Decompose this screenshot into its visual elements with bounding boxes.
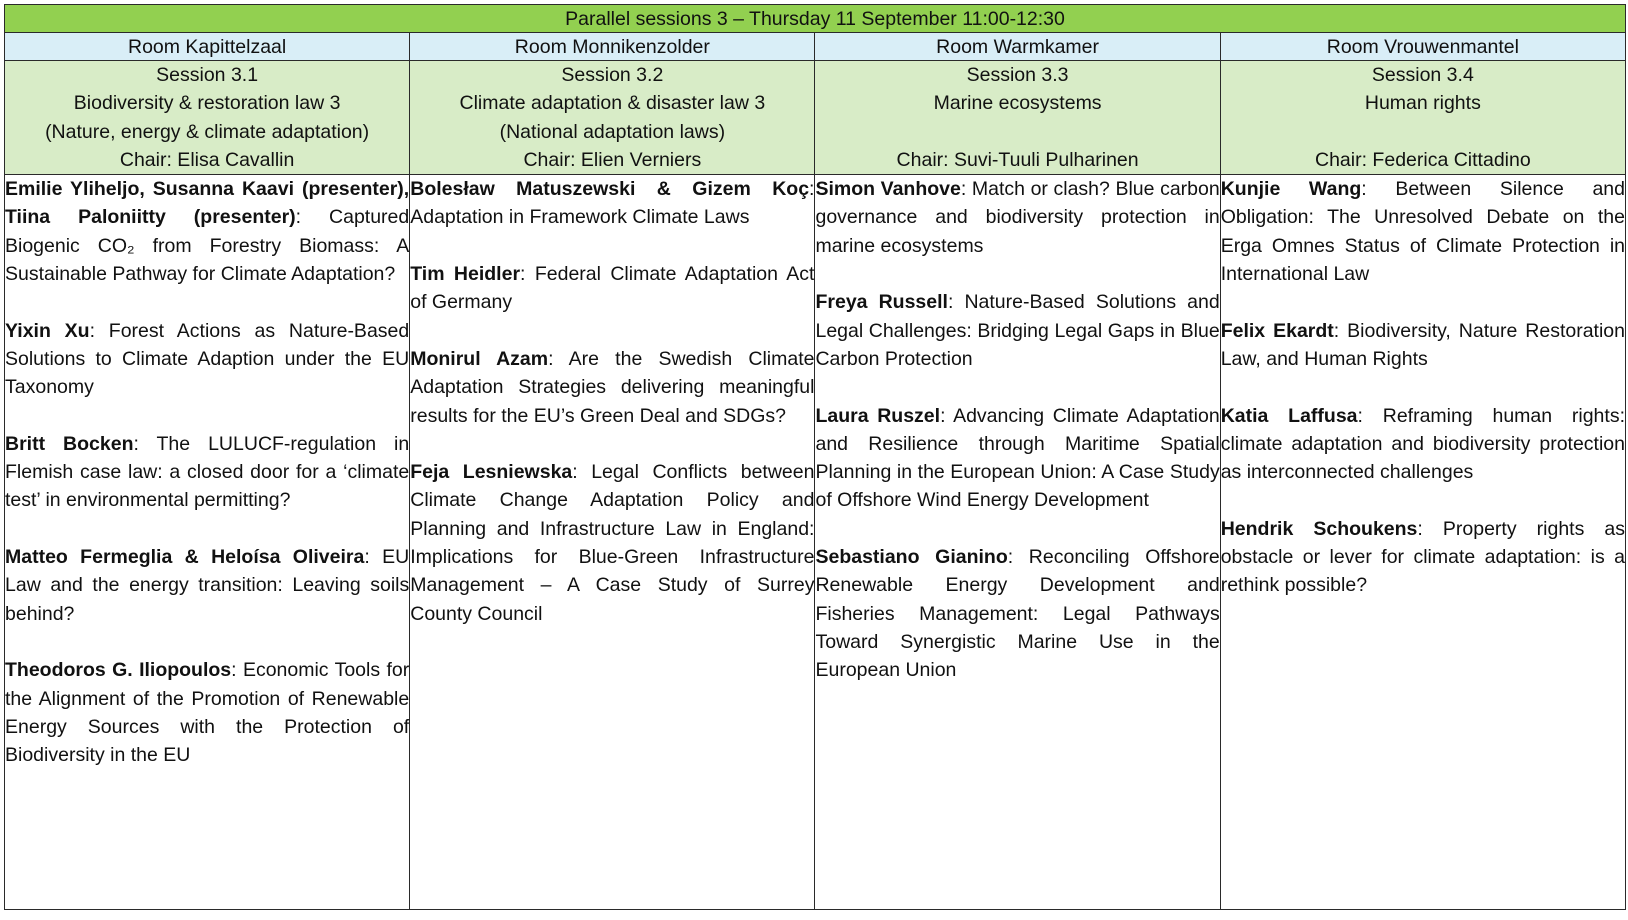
- talk-speakers: Bolesław Matuszewski & Gizem Koç: [410, 178, 810, 201]
- talk-speakers: Simon Vanhove: [815, 178, 961, 201]
- talks-row: [5, 175, 1626, 910]
- talk-entry: [410, 260, 814, 317]
- talk-title: : Nature-Based Solutions and Legal Challenges: Bridging Legal Gaps in Blue Carbon Protection: [815, 291, 1220, 370]
- talk-entry: [1221, 515, 1625, 600]
- room-header: Room Kapittelzaal: [5, 33, 410, 61]
- talk-entry: [1221, 175, 1625, 288]
- talk-entry: [5, 175, 409, 288]
- talk-speakers: Freya Russell: [815, 291, 948, 314]
- session-talks-3-4: [1220, 175, 1625, 910]
- session-subtitle: (National adaptation laws): [499, 120, 726, 143]
- talk-entry: [1221, 402, 1625, 487]
- talk-speakers: Emilie Yliheljo, Susanna Kaavi (presenter), Tiina Paloniitty (presenter): [5, 178, 410, 229]
- talk-title: : Reframing human rights: climate adaptation and biodiversity protection as interconnected challenges: [1220, 404, 1625, 484]
- talk-speakers: Tim Heidler: [410, 263, 521, 286]
- session-chair: Chair: Federica Cittadino: [1315, 148, 1531, 171]
- room-row: [5, 33, 1626, 61]
- talk-entry: [5, 430, 409, 515]
- session-talks-3-3: [815, 175, 1220, 910]
- session-header: [5, 61, 410, 175]
- session-subtitle: [1221, 118, 1625, 146]
- talk-speakers: Hendrik Schoukens: [1220, 517, 1418, 540]
- talk-title: : Property rights as obstacle or lever for climate adaptation: is a rethink possible?: [1220, 517, 1625, 597]
- talk-title: : Legal Conflicts between Climate Change Adaptation Policy and Planning and Infrastructure Law in England: Implications for Blue-Green Infrastructure Management – A Case Study of Surrey County Council: [410, 461, 815, 625]
- talk-title: : Captured Biogenic CO₂ from Forestry Biomass: A Sustainable Pathway for Climate Adaptation?: [5, 206, 410, 286]
- talk-speakers: Katia Laffusa: [1220, 404, 1358, 427]
- session-chair: Chair: Elien Verniers: [523, 148, 702, 171]
- session-header: [815, 61, 1220, 175]
- talk-entry: [5, 543, 409, 628]
- session-number: Session 3.2: [561, 64, 664, 86]
- talk-entry: [410, 458, 814, 628]
- talk-speakers: Yixin Xu: [5, 319, 90, 342]
- parallel-sessions-table: [4, 4, 1626, 910]
- session-number: Session 3.3: [966, 64, 1069, 86]
- talk-title: : Economic Tools for the Alignment of the Promotion of Renewable Energy Sources with the Protection of Biodiversity in the EU: [5, 659, 410, 767]
- talk-title: : Adaptation in Framework Climate Laws: [410, 178, 815, 229]
- session-theme: Biodiversity & restoration law 3: [73, 92, 341, 115]
- talk-entry: [815, 288, 1219, 373]
- session-number: Session 3.4: [1371, 64, 1474, 86]
- session-number: Session 3.1: [156, 64, 259, 86]
- talk-entry: [815, 175, 1219, 260]
- session-header: [1220, 61, 1625, 175]
- session-theme: Marine ecosystems: [933, 92, 1102, 115]
- room-header: Room Warmkamer: [815, 33, 1220, 61]
- talk-title: : EU Law and the energy transition: Leaving soils behind?: [5, 546, 410, 625]
- session-theme: Human rights: [1364, 92, 1481, 115]
- talk-title: : Forest Actions as Nature-Based Solutions to Climate Adaption under the EU Taxonomy: [5, 319, 410, 399]
- talk-title: : The LULUCF-regulation in Flemish case law: a closed door for a ‘climate test’ in environmental permitting?: [5, 432, 410, 512]
- talk-entry: [815, 402, 1219, 515]
- talk-title: : Are the Swedish Climate Adaptation Strategies delivering meaningful results for the EU’s Green Deal and SDGs?: [410, 347, 815, 427]
- talk-speakers: Laura Ruszel: [815, 404, 941, 427]
- schedule-title: Parallel sessions 3 – Thursday 11 September 11:00-12:30: [5, 5, 1626, 33]
- session-theme: Climate adaptation & disaster law 3: [459, 92, 766, 115]
- session-subtitle: (Nature, energy & climate adaptation): [45, 120, 370, 143]
- talk-entry: [410, 345, 814, 430]
- talk-title: : Between Silence and Obligation: The Unresolved Debate on the Erga Omnes Status of Climate Protection in International Law: [1220, 178, 1625, 286]
- room-header: Room Vrouwenmantel: [1220, 33, 1625, 61]
- session-header-row: [5, 61, 1626, 175]
- talk-title: : Reconciling Offshore Renewable Energy Development and Fisheries Management: Legal Pathways Toward Synergistic Marine Use in the European Union: [815, 546, 1220, 682]
- talk-entry: [1221, 317, 1625, 374]
- talk-speakers: Theodoros G. Iliopoulos: [5, 659, 232, 682]
- talk-entry: [5, 317, 409, 402]
- session-header: [410, 61, 815, 175]
- talk-title: : Federal Climate Adaptation Act of Germany: [410, 263, 815, 314]
- title-row: [5, 5, 1626, 33]
- talk-speakers: Matteo Fermeglia & Heloísa Oliveira: [5, 546, 365, 569]
- talk-title: : Advancing Climate Adaptation and Resilience through Maritime Spatial Planning in the European Union: A Case Study of Offshore Wind Energy Development: [815, 404, 1220, 512]
- session-chair: Chair: Suvi-Tuuli Pulharinen: [896, 148, 1139, 171]
- talk-speakers: Britt Bocken: [5, 432, 134, 455]
- talk-speakers: Kunjie Wang: [1220, 178, 1362, 201]
- talk-speakers: Feja Lesniewska: [410, 461, 573, 484]
- session-talks-3-1: [5, 175, 410, 910]
- talk-title: : Match or clash? Blue carbon governance and biodiversity protection in marine ecosystems: [815, 178, 1220, 257]
- talk-speakers: Sebastiano Gianino: [815, 546, 1008, 569]
- talk-title: : Biodiversity, Nature Restoration Law, and Human Rights: [1220, 319, 1626, 370]
- room-header: Room Monnikenzolder: [410, 33, 815, 61]
- talk-entry: [815, 543, 1219, 684]
- session-chair: Chair: Elisa Cavallin: [119, 148, 295, 171]
- talk-speakers: Monirul Azam: [410, 347, 549, 370]
- talk-entry: [5, 656, 409, 769]
- session-talks-3-2: [410, 175, 815, 910]
- session-subtitle: [815, 118, 1219, 146]
- talk-speakers: Felix Ekardt: [1220, 319, 1334, 342]
- talk-entry: [410, 175, 814, 232]
